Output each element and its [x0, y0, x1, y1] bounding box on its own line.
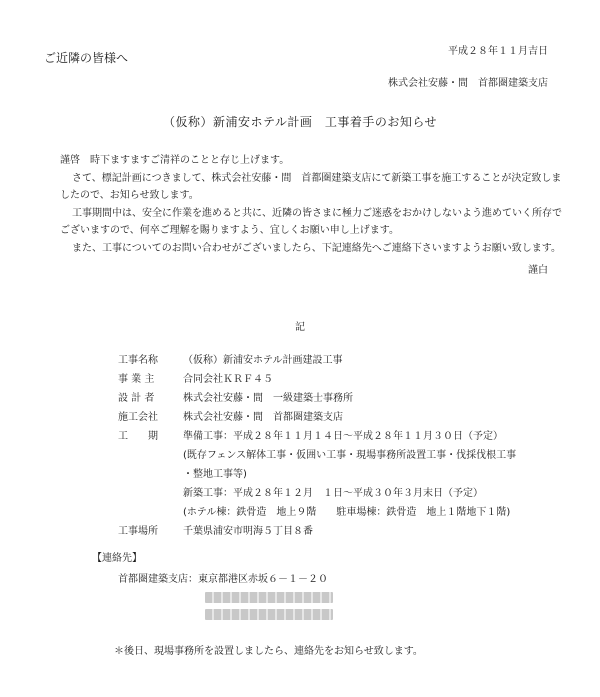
- period-main-note: (ホテル棟：鉄骨造 地上９階 駐車場棟：鉄骨造 地上１階地下１階): [183, 507, 511, 518]
- detail-label: 施工会社: [118, 412, 158, 423]
- redacted-contact-line: [205, 609, 333, 620]
- contact-office: 首都圏建築支店：東京都港区赤坂６－１－２０: [118, 574, 328, 585]
- letter-body: [60, 152, 565, 257]
- detail-value: 株式会社安藤・間 一級建築士事務所: [183, 393, 353, 404]
- project-details: [118, 351, 516, 541]
- detail-row-contractor: [118, 408, 516, 427]
- greeting-paragraph: 謹啓 時下ますますご清祥のことと存じ上げます。: [60, 155, 290, 166]
- closing-word: 謹白: [528, 265, 548, 276]
- detail-value: 準備工事：平成２８年１１月１４日～平成２８年１１月３０日（予定）: [183, 431, 503, 442]
- detail-value: 合同会社ＫＲＦ４５: [183, 374, 273, 385]
- detail-label: 事 業 主: [118, 374, 155, 385]
- detail-row-site: [118, 522, 516, 541]
- issuer-name: 株式会社安藤・間 首都圏建築支店: [388, 78, 548, 89]
- detail-row-project: [118, 351, 516, 370]
- notice-date: 平成２８年１１月吉日: [448, 46, 548, 57]
- redacted-contact-line: [205, 592, 333, 603]
- period-main: 新築工事：平成２８年１２月 １日～平成３０年３月末日（予定）: [183, 488, 483, 499]
- detail-value: 株式会社安藤・間 首都圏建築支店: [183, 412, 343, 423]
- inquiry-paragraph: また、工事についてのお問い合わせがございましたら、下記連絡先へご連絡下さいますようお願い致します。: [72, 242, 561, 254]
- detail-label: 工事名称: [118, 355, 158, 366]
- detail-value: （仮称）新浦安ホテル計画建設工事: [183, 355, 343, 366]
- footer-note: ＊後日、現場事務所を設置しましたら、連絡先をお知らせ致します。: [114, 646, 423, 657]
- detail-label: 設 計 者: [118, 393, 155, 404]
- addressee: ご近隣の皆様へ: [44, 51, 129, 65]
- period-prep-note-2: ・整地工事等): [183, 469, 247, 480]
- page-title: （仮称）新浦安ホテル計画 工事着手のお知らせ: [162, 115, 438, 129]
- detail-value: 千葉県浦安市明海５丁目８番: [183, 526, 313, 537]
- contact-heading: 【連絡先】: [92, 553, 142, 564]
- section-mark: 記: [295, 322, 305, 333]
- request-paragraph: 工事期間中は、安全に作業を進めると共に、近隣の皆さまに極力ご迷惑をおかけしないよう進めていく所存でございますので、何卒ご理解を賜りますよう、宜しくお願い申し上げます。: [60, 207, 562, 236]
- detail-row-owner: [118, 370, 516, 389]
- detail-label: 工事場所: [118, 526, 158, 537]
- detail-label: 工 期: [118, 431, 158, 442]
- detail-row-period: [118, 427, 516, 446]
- period-prep-note-1: (既存フェンス解体工事・仮囲い工事・現場事務所設置工事・伐採伐根工事: [183, 450, 517, 461]
- announcement-paragraph: さて、標記計画につきまして、株式会社安藤・間 首都圏建築支店にて新築工事を施工することが決定致しましたので、お知らせ致します。: [60, 172, 562, 201]
- detail-row-designer: [118, 389, 516, 408]
